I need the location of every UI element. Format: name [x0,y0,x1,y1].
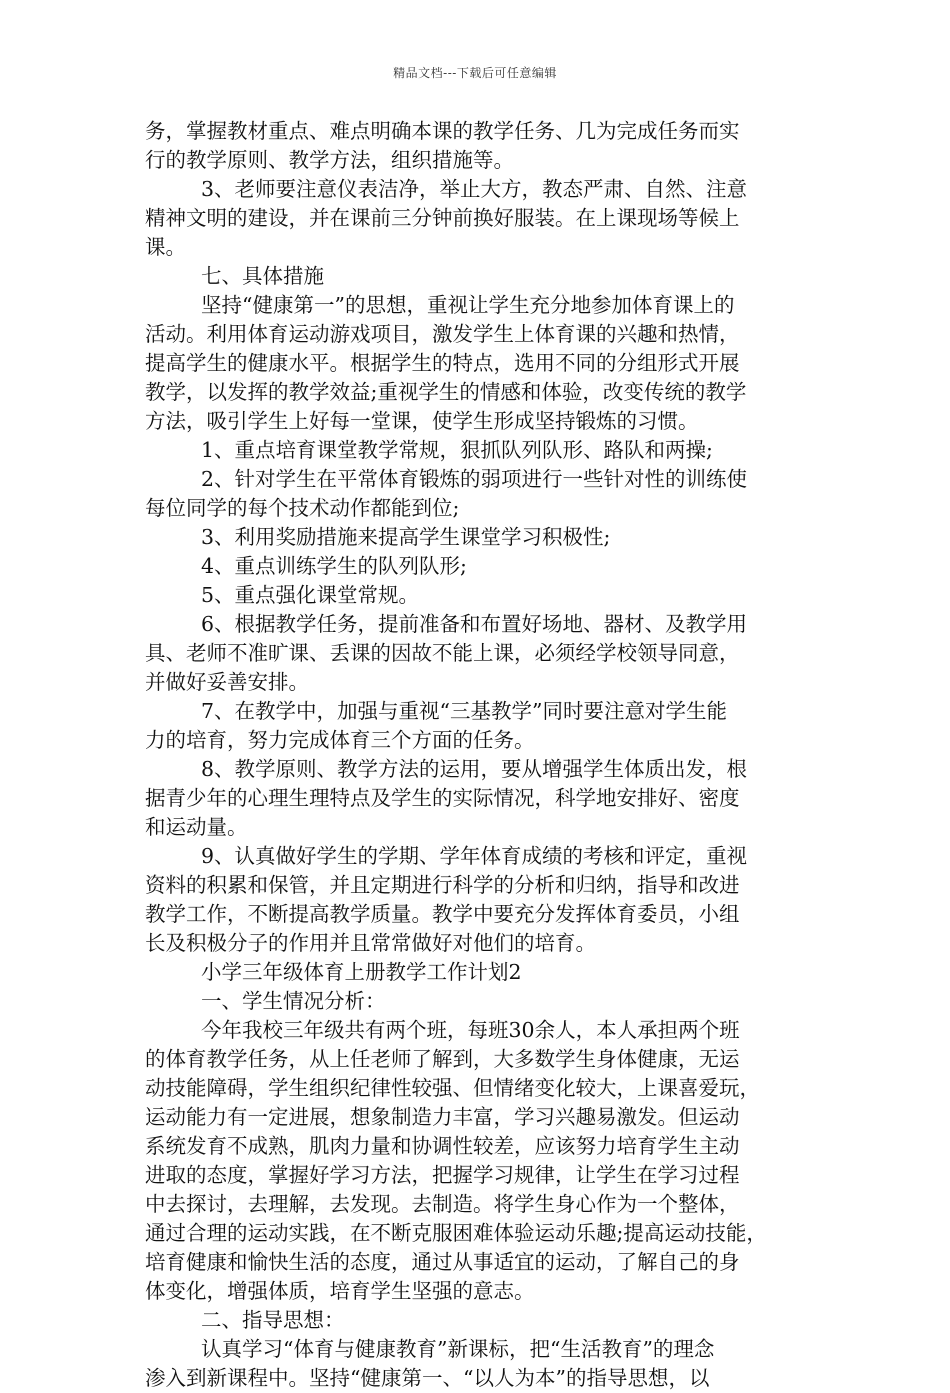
document-body [145,117,813,1393]
text-line: 认真学习“体育与健康教育”新课标，把“生活教育”的理念 [201,1337,715,1361]
text-line: 小学三年级体育上册教学工作计划2 [201,960,522,984]
text-line: 今年我校三年级共有两个班，每班30余人，本人承担两个班 [201,1018,740,1042]
text-line: 8、教学原则、教学方法的运用，要从增强学生体质出发，根 [201,757,748,781]
text-line: 1、重点培育课堂教学常规，狠抓队列队形、路队和两操; [201,438,713,462]
text-line: 每位同学的每个技术动作都能到位; [145,496,460,520]
text-line: 教学工作，不断提高教学质量。教学中要充分发挥体育委员，小组 [145,902,740,926]
text-line: 坚持“健康第一”的思想，重视让学生充分地参加体育课上的 [201,293,735,317]
text-line: 渗入到新课程中。坚持“健康第一、“以人为本”的指导思想，以 [145,1366,710,1390]
text-line: 通过合理的运动实践，在不断克服困难体验运动乐趣;提高运动技能， [145,1221,767,1245]
text-line: 进取的态度，掌握好学习方法，把握学习规律，让学生在学习过程 [145,1163,740,1187]
text-line: 七、具体措施 [201,264,324,288]
text-line: 长及积极分子的作用并且常常做好对他们的培育。 [145,931,596,955]
text-line: 二、指导思想： [201,1308,345,1332]
text-line: 精神文明的建设，并在课前三分钟前换好服装。在上课现场等候上 [145,206,740,230]
text-line: 的体育教学任务，从上任老师了解到，大多数学生身体健康，无运 [145,1047,740,1071]
text-line: 提高学生的健康水平。根据学生的特点，选用不同的分组形式开展 [145,351,740,375]
text-line: 7、在教学中，加强与重视“三基教学”同时要注意对学生能 [201,699,728,723]
text-line: 2、针对学生在平常体育锻炼的弱项进行一些针对性的训练使 [201,467,748,491]
text-line: 培育健康和愉快生活的态度，通过从事适宜的运动，了解自己的身 [145,1250,740,1274]
text-line: 6、根据教学任务，提前准备和布置好场地、器材、及教学用 [201,612,748,636]
text-line: 行的教学原则、教学方法，组织措施等。 [145,148,514,172]
text-line: 5、重点强化课堂常规。 [201,583,420,607]
text-line: 教学，以发挥的教学效益;重视学生的情感和体验，改变传统的教学 [145,380,747,404]
text-line: 中去探讨，去理解，去发现。去制造。将学生身心作为一个整体， [145,1192,740,1216]
text-line: 并做好妥善安排。 [145,670,309,694]
text-line: 据青少年的心理生理特点及学生的实际情况，科学地安排好、密度 [145,786,740,810]
text-line: 动技能障碍，学生组织纪律性较强、但情绪变化较大，上课喜爱玩， [145,1076,760,1100]
text-line: 方法，吸引学生上好每一堂课，使学生形成坚持锻炼的习惯。 [145,409,699,433]
text-line: 务，掌握教材重点、难点明确本课的教学任务、几为完成任务而实 [145,119,740,143]
text-line: 运动能力有一定进展，想象制造力丰富，学习兴趣易激发。但运动 [145,1105,740,1129]
text-line: 体变化，增强体质，培育学生坚强的意志。 [145,1279,535,1303]
text-line: 课。 [145,235,186,259]
page-header: 精品文档---下载后可任意编辑 [393,66,557,80]
text-line: 资料的积累和保管，并且定期进行科学的分析和归纳，指导和改进 [145,873,740,897]
text-line: 系统发育不成熟，肌肉力量和协调性较差，应该努力培育学生主动 [145,1134,740,1158]
text-line: 3、老师要注意仪表洁净，举止大方，教态严肃、自然、注意 [201,177,748,201]
text-line: 力的培育，努力完成体育三个方面的任务。 [145,728,535,752]
text-line: 4、重点训练学生的队列队形; [201,554,467,578]
text-line: 活动。利用体育运动游戏项目，激发学生上体育课的兴趣和热情， [145,322,740,346]
text-line: 3、利用奖励措施来提高学生课堂学习积极性; [201,525,611,549]
text-line: 9、认真做好学生的学期、学年体育成绩的考核和评定，重视 [201,844,748,868]
text-line: 一、学生情况分析： [201,989,386,1013]
text-line: 和运动量。 [145,815,248,839]
text-line: 具、老师不准旷课、丢课的因故不能上课，必须经学校领导同意， [145,641,740,665]
